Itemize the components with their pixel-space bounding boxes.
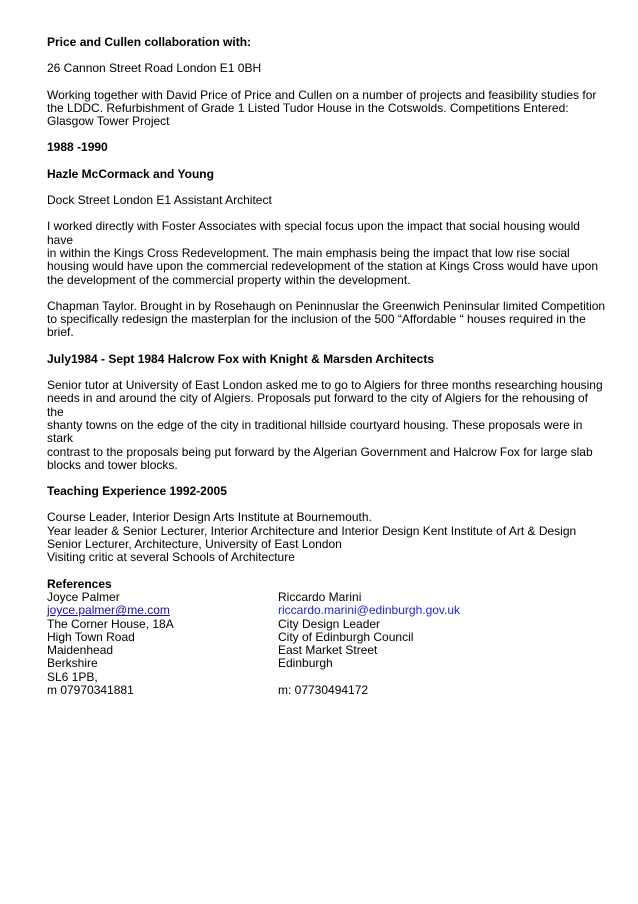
paragraph-line: Glasgow Tower Project <box>47 114 170 129</box>
reference-address-line: City Design Leader <box>278 616 381 631</box>
paragraph-line: blocks and tower blocks. <box>47 457 178 472</box>
reference-riccardo-marini <box>278 591 578 697</box>
reference-name: Riccardo Marini <box>278 589 362 604</box>
paragraph-line: in within the Kings Cross Redevelopment. The main emphasis being the impact that low rise social <box>47 245 570 260</box>
paragraph-line: shanty towns on the edge of the city in traditional hillside courtyard housing. These proposals were in stark <box>47 417 583 446</box>
paragraph-line: the development of the commercial property within the development. <box>47 272 411 287</box>
paragraph-line: contrast to the proposals being put forward by the Algerian Government and Halcrow Fox for large slab <box>47 444 593 459</box>
paragraph-foster <box>47 220 607 286</box>
reference-address-line: East Market Street <box>278 643 378 658</box>
reference-joyce-palmer <box>47 591 278 697</box>
firm-heading: Hazle McCormack and Young <box>47 166 214 181</box>
paragraph-line: the LDDC. Refurbishment of Grade 1 Listed Tudor House in the Cotswolds. Competitions Entered: <box>47 100 569 115</box>
references-heading: References <box>47 576 112 591</box>
paragraph-line: to specifically redesign the masterplan for the inclusion of the 500 “Affordable “ houses required in the <box>47 312 586 327</box>
paragraph-line: Chapman Taylor. Brought in by Rosehaugh on Peninnuslar the Greenwich Peninsular limited Competition <box>47 298 606 313</box>
paragraph-line: I worked directly with Foster Associates with special focus upon the impact that social housing would have <box>47 219 580 247</box>
reference-address-line: Edinburgh <box>278 656 333 671</box>
reference-phone: m 07970341881 <box>47 682 134 697</box>
teaching-line: Visiting critic at several Schools of Architecture <box>47 550 295 565</box>
teaching-line: Year leader & Senior Lecturer, Interior Architecture and Interior Design Kent Institute of Art & Design <box>47 523 577 538</box>
reference-address-line: SL6 1PB, <box>47 669 98 684</box>
years-heading: 1988 -1990 <box>47 140 108 155</box>
address-line: 26 Cannon Street Road London E1 0BH <box>47 61 262 76</box>
reference-address-line: Maidenhead <box>47 643 114 658</box>
paragraph-line: Working together with David Price of Price and Cullen on a number of projects and feasibility studies for <box>47 87 597 102</box>
references-columns <box>47 591 607 697</box>
section-heading-price-cullen: Price and Cullen collaboration with: <box>47 35 252 49</box>
section-heading-teaching: Teaching Experience 1992-2005 <box>47 484 227 499</box>
paragraph-line: needs in and around the city of Algiers. Proposals put forward to the city of Algiers for the rehousing of the <box>47 391 588 419</box>
document-page <box>47 36 607 697</box>
paragraph-chapman-taylor <box>47 300 607 340</box>
paragraph-line: brief. <box>47 325 74 340</box>
teaching-line: Senior Lecturer, Architecture, University of East London <box>47 537 342 552</box>
reference-phone: m: 07730494172 <box>278 682 369 697</box>
teaching-line: Course Leader, Interior Design Arts Institute at Bournemouth. <box>47 510 372 525</box>
reference-address-line: The Corner House, 18A <box>47 616 174 631</box>
role-line: Dock Street London E1 Assistant Architect <box>47 193 272 208</box>
section-heading-halcrow-fox: July1984 - Sept 1984 Halcrow Fox with Knight & Marsden Architects <box>47 351 434 366</box>
reference-name: Joyce Palmer <box>47 589 120 604</box>
paragraph-line: housing would have upon the commercial redevelopment of the station at Kings Cross would have upon <box>47 259 598 274</box>
reference-email-link[interactable]: joyce.palmer@me.com <box>47 603 170 618</box>
paragraph-line: Senior tutor at University of East London asked me to go to Algiers for three months researching housing <box>47 378 603 393</box>
reference-email-link[interactable]: riccardo.marini@edinburgh.gov.uk <box>278 603 461 618</box>
paragraph-price-cullen <box>47 89 607 129</box>
reference-address-line: High Town Road <box>47 629 135 644</box>
reference-address-line: City of Edinburgh Council <box>278 629 414 644</box>
reference-address-line: Berkshire <box>47 656 98 671</box>
teaching-list <box>47 511 607 564</box>
paragraph-algiers <box>47 379 607 472</box>
